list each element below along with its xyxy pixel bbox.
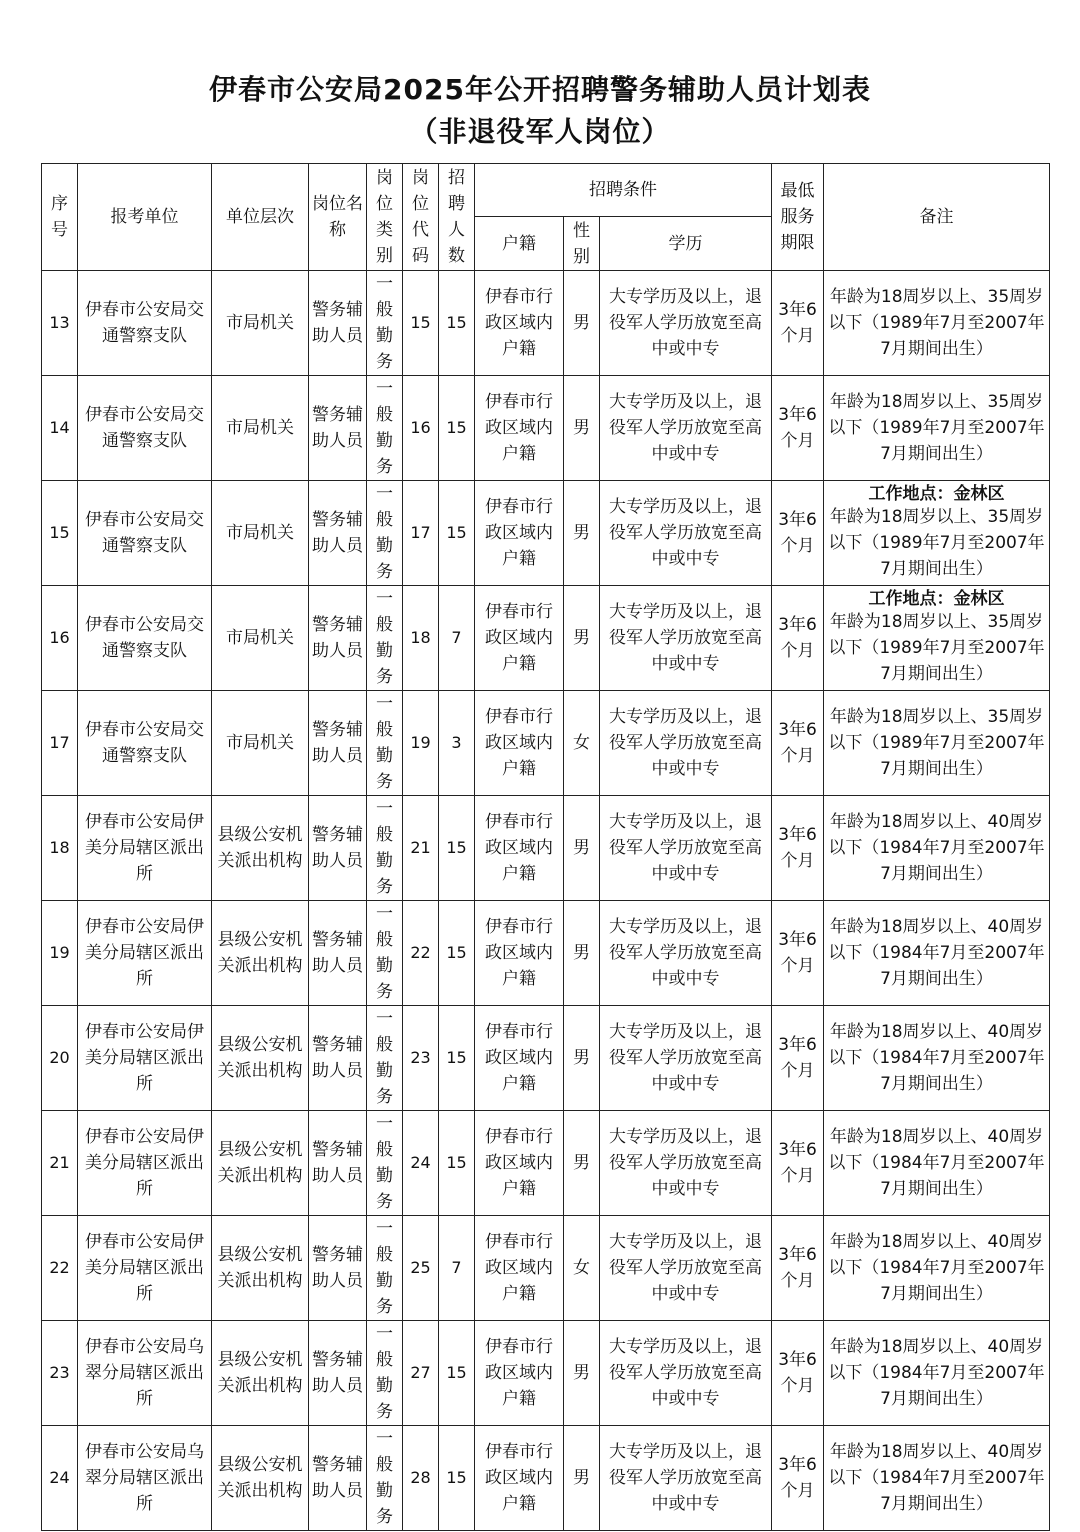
header-remarks: 备注 — [824, 164, 1050, 271]
cell-seq: 15 — [42, 481, 78, 586]
cell-category: 一般勤务 — [367, 796, 403, 901]
cell-level: 市局机关 — [212, 271, 309, 376]
cell-education: 大专学历及以上，退役军人学历放宽至高中或中专 — [600, 376, 772, 481]
cell-code: 23 — [403, 1006, 439, 1111]
cell-seq: 18 — [42, 796, 78, 901]
cell-remark — [824, 481, 1050, 586]
cell-education: 大专学历及以上，退役军人学历放宽至高中或中专 — [600, 796, 772, 901]
header-category: 岗位类别 — [367, 164, 403, 271]
cell-service: 3年6个月 — [772, 901, 824, 1006]
cell-category: 一般勤务 — [367, 1321, 403, 1426]
cell-code: 27 — [403, 1321, 439, 1426]
cell-service: 3年6个月 — [772, 271, 824, 376]
cell-code: 18 — [403, 586, 439, 691]
cell-category: 一般勤务 — [367, 1006, 403, 1111]
header-hukou: 户籍 — [475, 217, 564, 271]
cell-gender: 女 — [564, 691, 600, 796]
work-location-note: 工作地点：金林区 — [868, 589, 1005, 609]
cell-position: 警务辅助人员 — [309, 901, 367, 1006]
cell-service: 3年6个月 — [772, 376, 824, 481]
cell-level: 县级公安机关派出机构 — [212, 1006, 309, 1111]
cell-count: 15 — [439, 481, 475, 586]
table-row — [42, 1216, 1050, 1321]
cell-unit: 伊春市公安局伊美分局辖区派出所 — [78, 1006, 212, 1111]
cell-service: 3年6个月 — [772, 1216, 824, 1321]
header-count: 招聘人数 — [439, 164, 475, 271]
cell-unit: 伊春市公安局伊美分局辖区派出所 — [78, 901, 212, 1006]
cell-remark — [824, 586, 1050, 691]
age-requirement: 年龄为18周岁以上、35周岁以下（1989年7月至2007年7月期间出生） — [828, 392, 1045, 464]
cell-code: 25 — [403, 1216, 439, 1321]
cell-level: 市局机关 — [212, 691, 309, 796]
cell-education: 大专学历及以上，退役军人学历放宽至高中或中专 — [600, 271, 772, 376]
cell-seq: 21 — [42, 1111, 78, 1216]
cell-category: 一般勤务 — [367, 1216, 403, 1321]
table-row — [42, 271, 1050, 376]
header-unit: 报考单位 — [78, 164, 212, 271]
cell-service: 3年6个月 — [772, 1111, 824, 1216]
cell-level: 县级公安机关派出机构 — [212, 1111, 309, 1216]
cell-hukou: 伊春市行政区域内户籍 — [475, 1216, 564, 1321]
cell-gender: 男 — [564, 796, 600, 901]
cell-count: 15 — [439, 1321, 475, 1426]
cell-education: 大专学历及以上，退役军人学历放宽至高中或中专 — [600, 586, 772, 691]
cell-service: 3年6个月 — [772, 796, 824, 901]
cell-category: 一般勤务 — [367, 901, 403, 1006]
cell-category: 一般勤务 — [367, 376, 403, 481]
cell-code: 24 — [403, 1111, 439, 1216]
cell-gender: 男 — [564, 481, 600, 586]
cell-education: 大专学历及以上，退役军人学历放宽至高中或中专 — [600, 1111, 772, 1216]
cell-level: 市局机关 — [212, 376, 309, 481]
cell-hukou: 伊春市行政区域内户籍 — [475, 1111, 564, 1216]
cell-education: 大专学历及以上，退役军人学历放宽至高中或中专 — [600, 1216, 772, 1321]
table-row — [42, 1321, 1050, 1426]
cell-count: 15 — [439, 271, 475, 376]
cell-code: 15 — [403, 271, 439, 376]
cell-gender: 男 — [564, 586, 600, 691]
cell-education: 大专学历及以上，退役军人学历放宽至高中或中专 — [600, 901, 772, 1006]
cell-unit: 伊春市公安局乌翠分局辖区派出所 — [78, 1321, 212, 1426]
cell-hukou: 伊春市行政区域内户籍 — [475, 271, 564, 376]
cell-seq: 22 — [42, 1216, 78, 1321]
cell-level: 县级公安机关派出机构 — [212, 1216, 309, 1321]
age-requirement: 年龄为18周岁以上、35周岁以下（1989年7月至2007年7月期间出生） — [828, 507, 1045, 579]
cell-hukou: 伊春市行政区域内户籍 — [475, 586, 564, 691]
cell-remark — [824, 1216, 1050, 1321]
cell-gender: 男 — [564, 271, 600, 376]
cell-position: 警务辅助人员 — [309, 376, 367, 481]
recruitment-plan-table — [41, 163, 1050, 1531]
age-requirement: 年龄为18周岁以上、35周岁以下（1989年7月至2007年7月期间出生） — [828, 612, 1045, 684]
age-requirement: 年龄为18周岁以上、35周岁以下（1989年7月至2007年7月期间出生） — [828, 287, 1045, 359]
age-requirement: 年龄为18周岁以上、40周岁以下（1984年7月至2007年7月期间出生） — [828, 917, 1045, 989]
cell-unit: 伊春市公安局交通警察支队 — [78, 691, 212, 796]
cell-service: 3年6个月 — [772, 1321, 824, 1426]
table-row — [42, 796, 1050, 901]
cell-gender: 男 — [564, 1111, 600, 1216]
cell-level: 市局机关 — [212, 586, 309, 691]
cell-level: 县级公安机关派出机构 — [212, 1321, 309, 1426]
cell-remark — [824, 1426, 1050, 1531]
cell-remark — [824, 1111, 1050, 1216]
cell-position: 警务辅助人员 — [309, 586, 367, 691]
cell-hukou: 伊春市行政区域内户籍 — [475, 1426, 564, 1531]
cell-position: 警务辅助人员 — [309, 1006, 367, 1111]
age-requirement: 年龄为18周岁以上、40周岁以下（1984年7月至2007年7月期间出生） — [828, 1442, 1045, 1514]
cell-education: 大专学历及以上，退役军人学历放宽至高中或中专 — [600, 1006, 772, 1111]
cell-category: 一般勤务 — [367, 1426, 403, 1531]
cell-count: 15 — [439, 376, 475, 481]
header-conditions: 招聘条件 — [475, 164, 772, 217]
cell-seq: 13 — [42, 271, 78, 376]
cell-hukou: 伊春市行政区域内户籍 — [475, 796, 564, 901]
cell-category: 一般勤务 — [367, 481, 403, 586]
age-requirement: 年龄为18周岁以上、35周岁以下（1989年7月至2007年7月期间出生） — [828, 707, 1045, 779]
cell-position: 警务辅助人员 — [309, 1426, 367, 1531]
age-requirement: 年龄为18周岁以上、40周岁以下（1984年7月至2007年7月期间出生） — [828, 1337, 1045, 1409]
cell-seq: 20 — [42, 1006, 78, 1111]
age-requirement: 年龄为18周岁以上、40周岁以下（1984年7月至2007年7月期间出生） — [828, 1022, 1045, 1094]
cell-seq: 14 — [42, 376, 78, 481]
header-education: 学历 — [600, 217, 772, 271]
cell-remark — [824, 376, 1050, 481]
cell-code: 28 — [403, 1426, 439, 1531]
cell-service: 3年6个月 — [772, 1426, 824, 1531]
cell-gender: 男 — [564, 1006, 600, 1111]
cell-seq: 24 — [42, 1426, 78, 1531]
cell-count: 15 — [439, 1111, 475, 1216]
cell-position: 警务辅助人员 — [309, 271, 367, 376]
cell-gender: 女 — [564, 1216, 600, 1321]
cell-education: 大专学历及以上，退役军人学历放宽至高中或中专 — [600, 481, 772, 586]
cell-remark — [824, 271, 1050, 376]
cell-category: 一般勤务 — [367, 586, 403, 691]
table-row — [42, 586, 1050, 691]
cell-seq: 16 — [42, 586, 78, 691]
cell-unit: 伊春市公安局伊美分局辖区派出所 — [78, 796, 212, 901]
page-title: 伊春市公安局2025年公开招聘警务辅助人员计划表 — [209, 73, 871, 106]
cell-code: 17 — [403, 481, 439, 586]
cell-unit: 伊春市公安局伊美分局辖区派出所 — [78, 1216, 212, 1321]
cell-position: 警务辅助人员 — [309, 1216, 367, 1321]
header-position: 岗位名称 — [309, 164, 367, 271]
cell-gender: 男 — [564, 1321, 600, 1426]
cell-hukou: 伊春市行政区域内户籍 — [475, 691, 564, 796]
cell-seq: 19 — [42, 901, 78, 1006]
cell-count: 15 — [439, 1426, 475, 1531]
cell-unit: 伊春市公安局伊美分局辖区派出所 — [78, 1111, 212, 1216]
cell-seq: 23 — [42, 1321, 78, 1426]
cell-service: 3年6个月 — [772, 481, 824, 586]
cell-count: 7 — [439, 586, 475, 691]
cell-position: 警务辅助人员 — [309, 1321, 367, 1426]
header-seq: 序号 — [42, 164, 78, 271]
cell-count: 15 — [439, 1006, 475, 1111]
cell-count: 15 — [439, 901, 475, 1006]
cell-level: 县级公安机关派出机构 — [212, 1426, 309, 1531]
cell-education: 大专学历及以上，退役军人学历放宽至高中或中专 — [600, 691, 772, 796]
header-service: 最低服务期限 — [772, 164, 824, 271]
table-row — [42, 901, 1050, 1006]
header-gender: 性别 — [564, 217, 600, 271]
cell-remark — [824, 691, 1050, 796]
cell-remark — [824, 1006, 1050, 1111]
page-subtitle: （非退役军人岗位） — [409, 115, 671, 148]
cell-remark — [824, 901, 1050, 1006]
cell-category: 一般勤务 — [367, 1111, 403, 1216]
header-level: 单位层次 — [212, 164, 309, 271]
cell-code: 22 — [403, 901, 439, 1006]
cell-seq: 17 — [42, 691, 78, 796]
cell-position: 警务辅助人员 — [309, 481, 367, 586]
cell-service: 3年6个月 — [772, 1006, 824, 1111]
cell-count: 3 — [439, 691, 475, 796]
cell-gender: 男 — [564, 901, 600, 1006]
cell-code: 21 — [403, 796, 439, 901]
cell-position: 警务辅助人员 — [309, 691, 367, 796]
cell-count: 15 — [439, 796, 475, 901]
cell-level: 县级公安机关派出机构 — [212, 796, 309, 901]
cell-unit: 伊春市公安局交通警察支队 — [78, 376, 212, 481]
cell-education: 大专学历及以上，退役军人学历放宽至高中或中专 — [600, 1426, 772, 1531]
cell-hukou: 伊春市行政区域内户籍 — [475, 376, 564, 481]
table-row — [42, 691, 1050, 796]
age-requirement: 年龄为18周岁以上、40周岁以下（1984年7月至2007年7月期间出生） — [828, 1127, 1045, 1199]
cell-level: 市局机关 — [212, 481, 309, 586]
table-row — [42, 1426, 1050, 1531]
cell-unit: 伊春市公安局交通警察支队 — [78, 481, 212, 586]
work-location-note: 工作地点：金林区 — [868, 484, 1005, 504]
age-requirement: 年龄为18周岁以上、40周岁以下（1984年7月至2007年7月期间出生） — [828, 1232, 1045, 1304]
table-body — [42, 271, 1050, 1531]
table-row — [42, 376, 1050, 481]
cell-hukou: 伊春市行政区域内户籍 — [475, 481, 564, 586]
cell-service: 3年6个月 — [772, 586, 824, 691]
table-row — [42, 481, 1050, 586]
cell-remark — [824, 1321, 1050, 1426]
cell-count: 7 — [439, 1216, 475, 1321]
table-row — [42, 1006, 1050, 1111]
cell-remark — [824, 796, 1050, 901]
cell-category: 一般勤务 — [367, 271, 403, 376]
cell-code: 16 — [403, 376, 439, 481]
cell-education: 大专学历及以上，退役军人学历放宽至高中或中专 — [600, 1321, 772, 1426]
cell-category: 一般勤务 — [367, 691, 403, 796]
cell-hukou: 伊春市行政区域内户籍 — [475, 901, 564, 1006]
cell-hukou: 伊春市行政区域内户籍 — [475, 1006, 564, 1111]
cell-gender: 男 — [564, 1426, 600, 1531]
cell-service: 3年6个月 — [772, 691, 824, 796]
cell-unit: 伊春市公安局交通警察支队 — [78, 586, 212, 691]
cell-level: 县级公安机关派出机构 — [212, 901, 309, 1006]
cell-gender: 男 — [564, 376, 600, 481]
table-row — [42, 1111, 1050, 1216]
cell-unit: 伊春市公安局乌翠分局辖区派出所 — [78, 1426, 212, 1531]
cell-code: 19 — [403, 691, 439, 796]
header-code: 岗位代码 — [403, 164, 439, 271]
cell-hukou: 伊春市行政区域内户籍 — [475, 1321, 564, 1426]
cell-position: 警务辅助人员 — [309, 1111, 367, 1216]
cell-position: 警务辅助人员 — [309, 796, 367, 901]
cell-unit: 伊春市公安局交通警察支队 — [78, 271, 212, 376]
age-requirement: 年龄为18周岁以上、40周岁以下（1984年7月至2007年7月期间出生） — [828, 812, 1045, 884]
